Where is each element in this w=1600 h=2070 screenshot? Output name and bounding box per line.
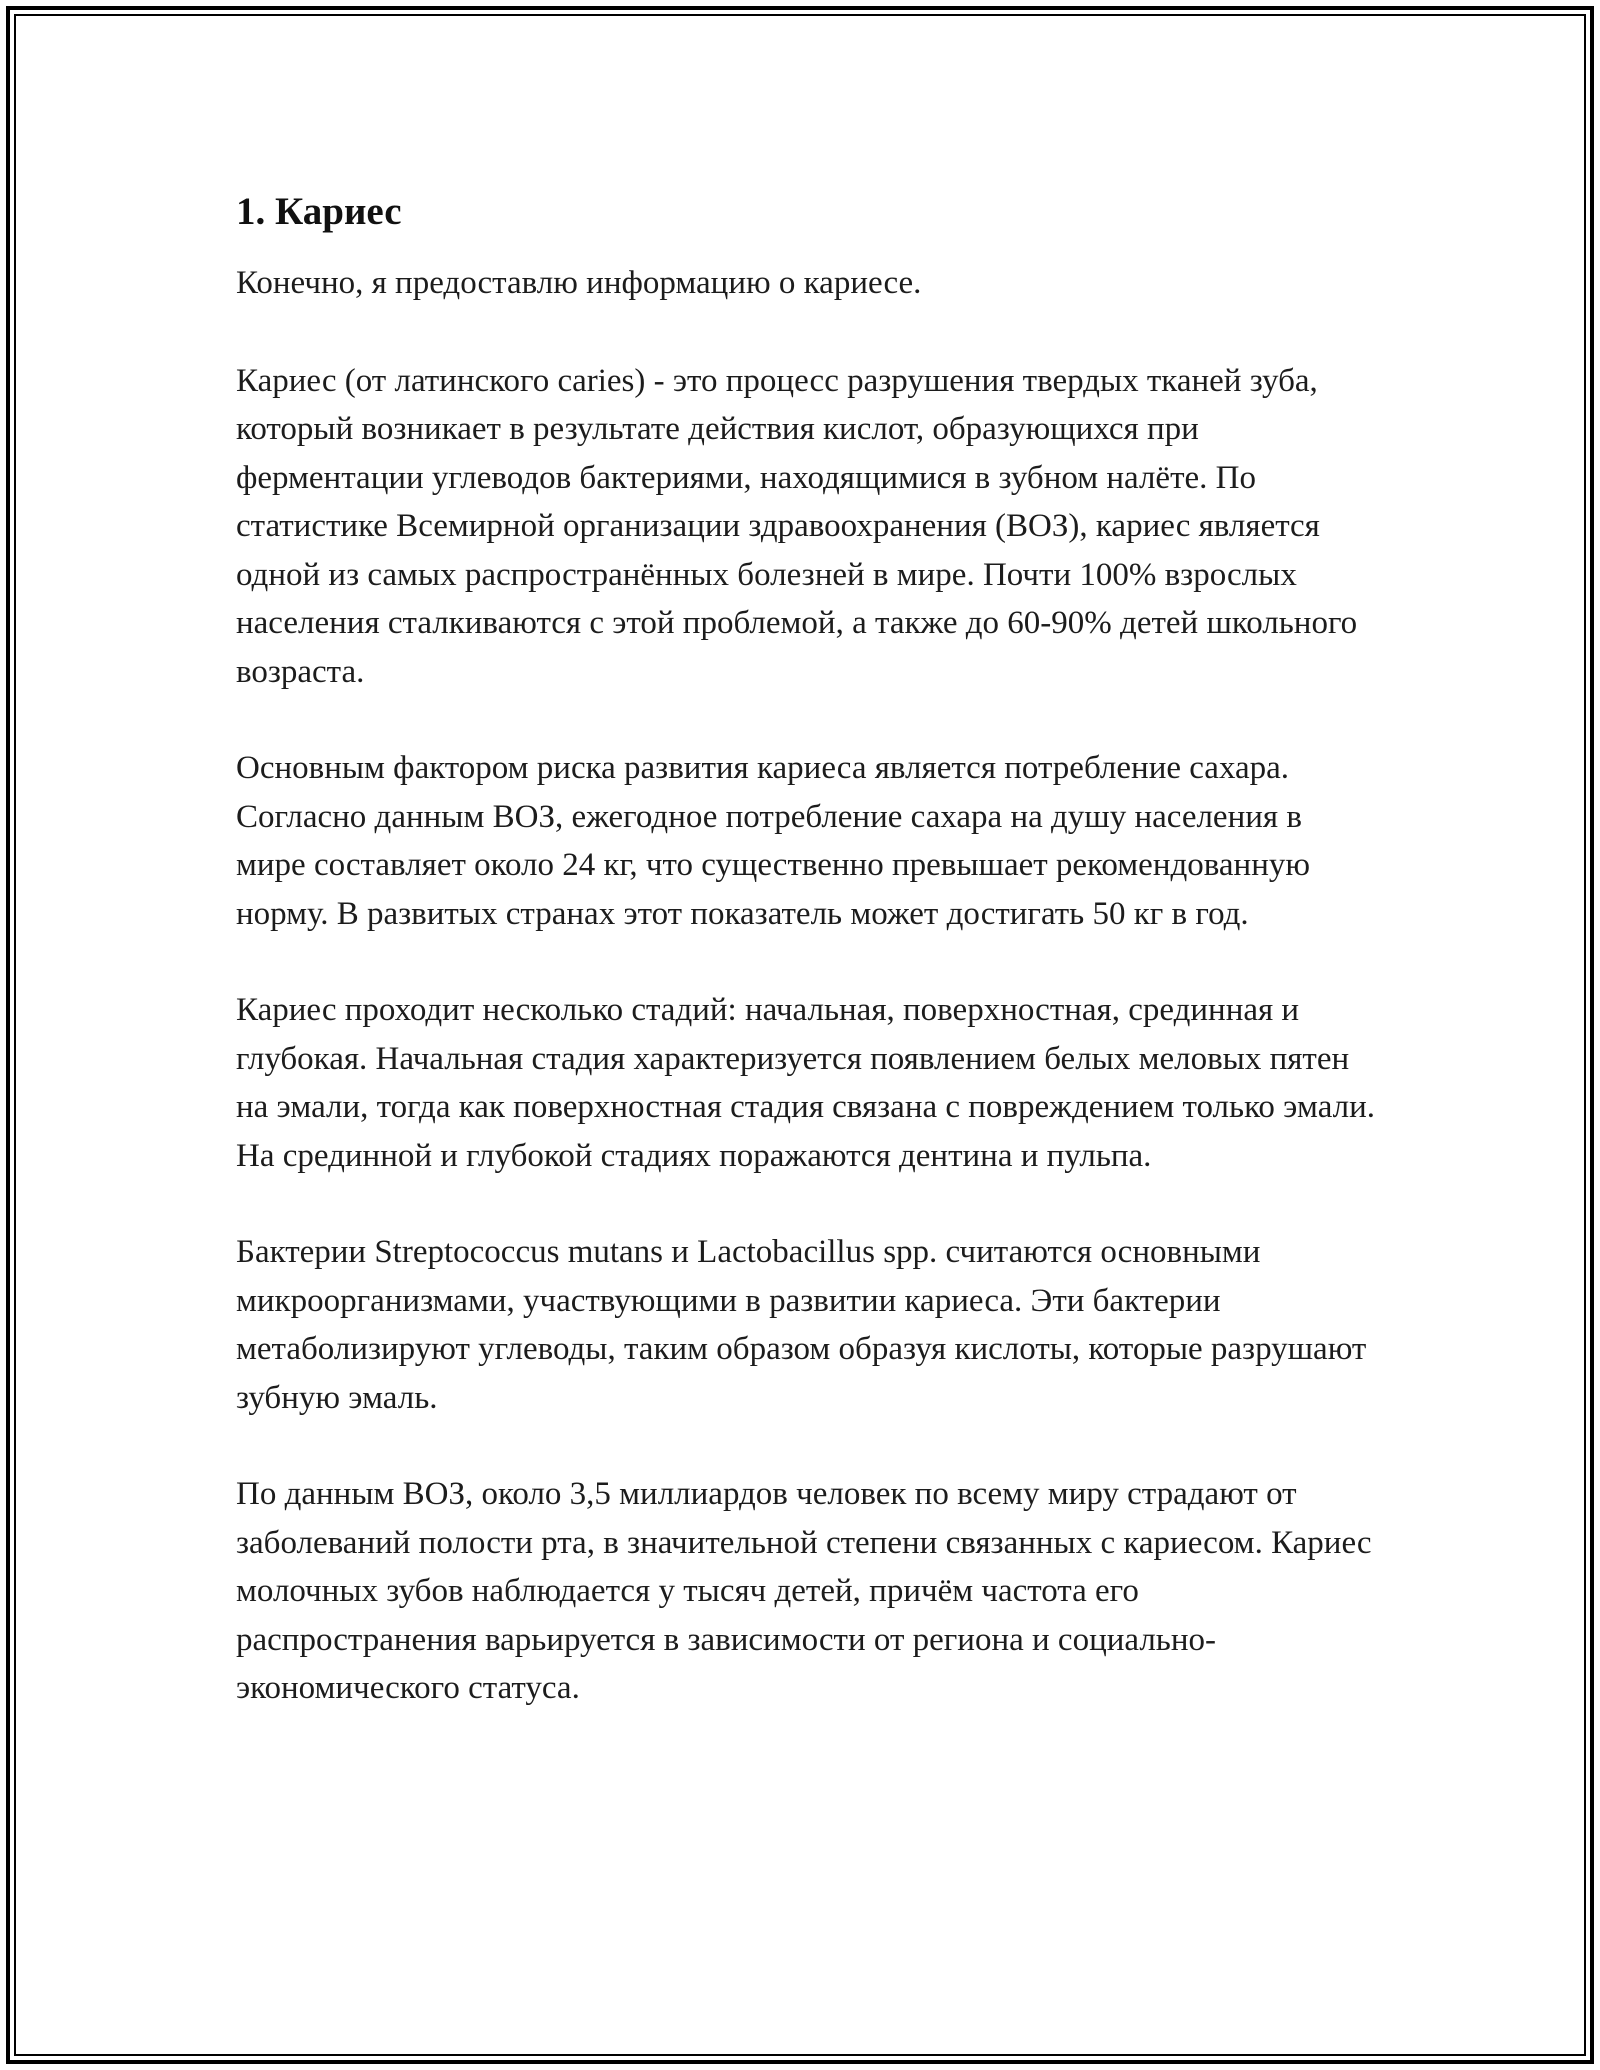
document-body: [236, 188, 1376, 1761]
paragraph-bacteria: Бактерии Streptococcus mutans и Lactobacillus spp. считаются основными микроорганизмами, участвующими в развитии кариеса. Эти бактерии метаболизируют углеводы, таким образом образуя кислоты, которые разрушают зубную эмаль.: [236, 1234, 1367, 1416]
paragraph-definition: Кариес (от латинского caries) - это процесс разрушения твердых тканей зуба, который возникает в результате действия кислот, образующихся при ферментации углеводов бактериями, находящимися в зубном налёте. По статистике Всемирной организации здравоохранения (ВОЗ), кариес является одной из самых распространённых болезней в мире. Почти 100% взрослых населения сталкиваются с этой проблемой, а также до 60-90% детей школьного возраста.: [236, 362, 1358, 690]
paragraph-risk-factors: Основным фактором риска развития кариеса является потребление сахара. Согласно данным ВОЗ, ежегодное потребление сахара на душу населения в мире составляет около 24 кг, что существенно превышает рекомендованную норму. В развитых странах этот показатель может достигать 50 кг в год.: [236, 750, 1311, 932]
paragraph-stages: Кариес проходит несколько стадий: начальная, поверхностная, срединная и глубокая. Начальная стадия характеризуется появлением белых меловых пятен на эмали, тогда как поверхностная стадия связана с повреждением только эмали. На срединной и глубокой стадиях поражаются дентина и пульпа.: [236, 992, 1376, 1174]
paragraph-intro: Конечно, я предоставлю информацию о кариесе.: [236, 265, 922, 301]
section-heading: 1. Кариес: [236, 190, 402, 233]
paragraph-statistics: По данным ВОЗ, около 3,5 миллиардов человек по всему миру страдают от заболеваний полости рта, в значительной степени связанных с кариесом. Кариес молочных зубов наблюдается у тысяч детей, причём частота его распространения варьируется в зависимости от региона и социально-экономического статуса.: [236, 1476, 1372, 1706]
